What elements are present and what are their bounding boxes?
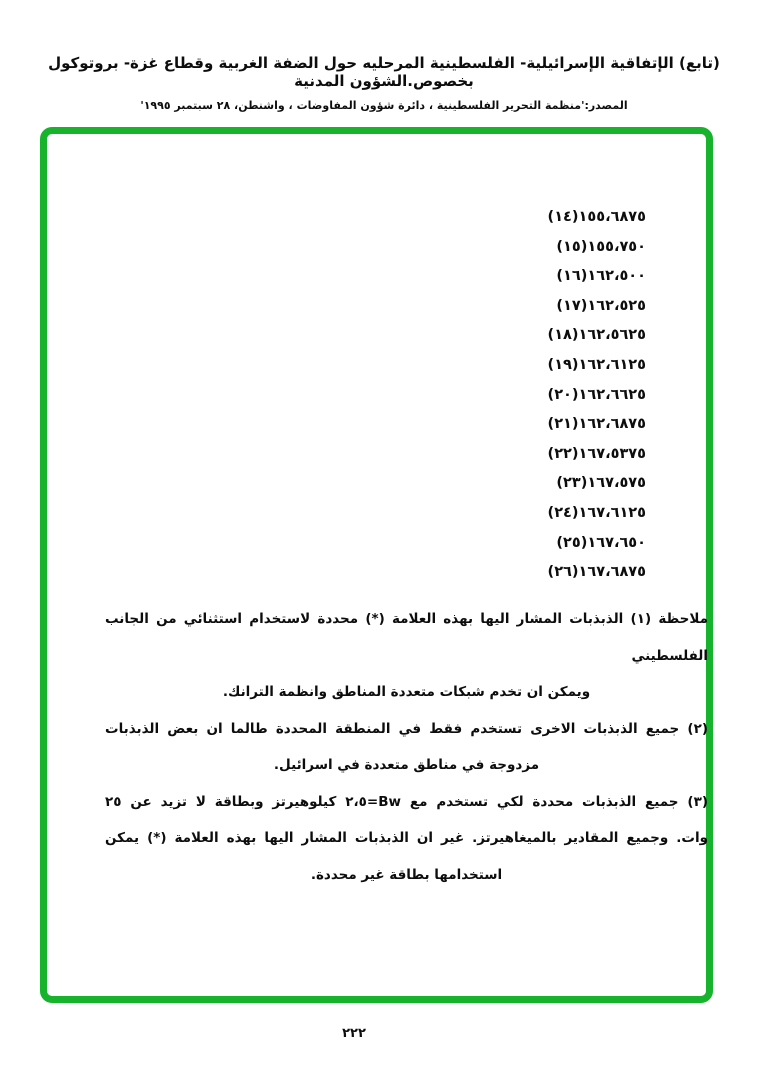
frequency-index: (٢٣) xyxy=(556,475,588,492)
frequency-index: (٢٥) xyxy=(556,534,588,551)
frequency-item xyxy=(548,203,655,233)
document-source: المصدر:'منظمة التحرير الفلسطينية ، دائرة شؤون المفاوضات ، واشنطن، ٢٨ سبتمبر ١٩٩٥' xyxy=(140,99,628,112)
frequency-value: ١٦٧،٥٧٥ xyxy=(587,475,646,492)
frequency-item xyxy=(548,233,655,263)
frequency-value: ١٦٧،٦٨٧٥ xyxy=(578,564,646,581)
frequency-item xyxy=(548,262,655,292)
frequency-index: (١٩) xyxy=(547,356,579,373)
note-1-line-2: ويمكن ان تخدم شبكات متعددة المناطق وانظمة الترانك. xyxy=(222,684,591,700)
frequency-index: (٢٢) xyxy=(547,445,579,462)
frequency-value: ١٦٢،٦٦٢٥ xyxy=(578,386,646,403)
frequency-value: ١٦٢،٥٢٥ xyxy=(587,297,646,314)
notes-section xyxy=(105,601,708,893)
frequency-index: (١٧) xyxy=(556,297,588,314)
frequency-value: ١٦٢،٥٦٢٥ xyxy=(578,327,646,344)
frequency-value: ١٦٢،٥٠٠ xyxy=(587,268,646,285)
frequency-item xyxy=(548,440,655,470)
frequency-item xyxy=(548,469,655,499)
frequency-value: ١٦٧،٦١٢٥ xyxy=(578,504,646,521)
frequency-index: (١٨) xyxy=(547,327,579,344)
frequency-item xyxy=(548,292,655,322)
frequency-item xyxy=(548,381,655,411)
frequency-list xyxy=(548,203,655,588)
page-number: ٢٢٢ xyxy=(342,1026,366,1041)
frequency-index: (١٥) xyxy=(556,238,588,255)
frequency-item xyxy=(548,529,655,559)
frequency-value: ١٥٥،٦٨٧٥ xyxy=(578,209,646,225)
frequency-index: (٢٤) xyxy=(547,504,579,521)
note-3-line-2: وات. وجميع المقادير بالميغاهيرتز. غير ان الذبذبات المشار اليها بهذه العلامة (*) يمكن xyxy=(105,830,708,846)
note-3-line-1: (٣) جميع الذبذبات محددة لكي تستخدم مع Bw=٢،٥ كيلوهيرتز وبطاقة لا تزيد عن ٢٥ xyxy=(105,793,708,810)
frequency-item xyxy=(548,558,655,588)
note-3-line-3: استخدامها بطاقة غير محددة. xyxy=(310,866,503,883)
note-1-line-1: ملاحظة (١) الذبذبات المشار اليها بهذه العلامة (*) محددة لاستخدام استثنائي من الجانب الفلسطيني xyxy=(105,611,709,664)
frequency-item xyxy=(548,410,655,440)
frequency-value: ١٦٢،٦٨٧٥ xyxy=(578,416,646,433)
frequency-index: (٢١) xyxy=(547,416,579,433)
frequency-index: (٢٦) xyxy=(547,564,579,581)
frequency-index: (١٦) xyxy=(556,268,588,285)
frequency-value: ١٦٧،٦٥٠ xyxy=(587,534,646,551)
frequency-item xyxy=(548,499,655,529)
frequency-item xyxy=(548,351,655,381)
note-2-line-2: مزدوجة في مناطق متعددة في اسرائيل. xyxy=(273,757,540,773)
frequency-value: ١٥٥،٧٥٠ xyxy=(587,238,646,255)
frequency-value: ١٦٢،٦١٢٥ xyxy=(578,356,646,373)
document-title: (تابع) الإتفاقية الإسرائيلية- الفلسطينية المرحليه حول الضفة الغربية وقطاع غزة- بروتوكول بخصوص.الشؤون المدنية xyxy=(48,54,720,90)
frequency-value: ١٦٧،٥٣٧٥ xyxy=(578,445,646,462)
note-2-line-1: (٢) جميع الذبذبات الاخرى تستخدم فقط في المنطقة المحددة طالما ان بعض الذبذبات xyxy=(105,720,708,737)
frequency-index: (١٤) xyxy=(547,209,579,225)
frequency-index: (٢٠) xyxy=(547,386,579,403)
frequency-item xyxy=(548,321,655,351)
page-header xyxy=(0,54,768,112)
